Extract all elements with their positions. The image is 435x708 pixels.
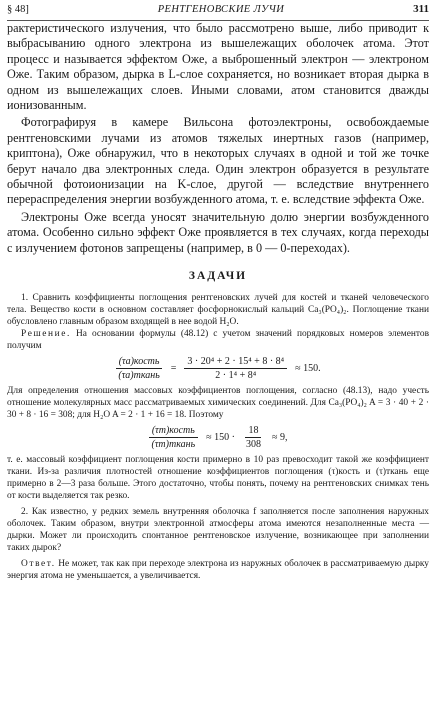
page-number: 311 — [413, 3, 429, 15]
ratio-tau-m — [149, 425, 199, 450]
problem-1-question: 1. Сравнить коэффициенты поглощения рентгеновских лучей для костей и тканей человеческого тела. Вещество кости в основном составляет фосфорнокислый кальций Ca₃(PO₄)₂. Поглощение ткани обусловлено главным образом входящей в нее водой H₂O. — [7, 293, 429, 328]
formula-2-mid: ≈ 150 · — [206, 432, 235, 444]
paragraph-wilson-chamber: Фотографируя в камере Вильсона фотоэлектроны, освобождаемые рентгеновскими лучами из атомов тяжелых инертных газов (например, криптона), Оже обнаружил, что в некоторых случаях в одной и той же точке берут начало два электронных следа. Один электрон образуется в результате обычной фотоионизации на K-слое, другой — вследствие внутреннего перераспределения энергии возбужденного атома, т. е. вследствие эффекта Оже. — [7, 115, 429, 207]
problem-1-conclusion: т. е. массовый коэффициент поглощения кости примерно в 10 раз превосходит такой же коэффициент ткани. Из-за различия плотностей отношение коэффициентов поглощения (τ)кость и (τ)ткань еще примерно в 2—3 раза больше. Этого достаточно, чтобы понять, почему на рентгеновских снимках тень от кости выделяется так резко. — [7, 455, 429, 502]
formula-2-result: ≈ 9, — [271, 432, 288, 444]
solution-text: На основании формулы (48.12) с учетом значений порядковых номеров элементов получим — [7, 329, 429, 352]
problem-2-answer — [7, 558, 429, 582]
ratio-m-denominator: (τm)ткань — [151, 439, 196, 451]
ratio-denominator: (τa)ткань — [118, 370, 160, 382]
ratio-m-numerator: (τm)кость — [149, 425, 198, 438]
mass-fraction — [243, 425, 264, 450]
formula-1-result: ≈ 150. — [295, 363, 321, 375]
paragraph-auger-energy: Электроны Оже всегда уносят значительную долю энергии возбужденного атома. Особенно сильно эффект Оже проявляется в тех случаях, когда переходы с излучением фотонов запрещены (например, в 0 — 0-переходах). — [7, 209, 429, 255]
problem-2-question: 2. Как известно, у редких земель внутренняя оболочка f заполняется после заполнения наружных оболочек. Таким образом, внутри электронной атмосферы атома имеются незаполненные места — дырки. Может ли происходить спонтанное рентгеновское излучение, возникающее при заполнении таких дырок? — [7, 507, 429, 554]
section-title: ЗАДАЧИ — [188, 270, 248, 283]
section-ref: § 48] — [7, 4, 29, 15]
paragraph-auger-effect: рактеристического излучения, что было рассмотрено выше, либо приводит к выбрасыванию одного электрона из вышележащих оболочек атома. Этот процесс и называется эффектом Оже, а выброшенный электрон — электроном Оже. Таким образом, дырка в L-слое сохраняется, но возникает вторая дырка в одном из вышележащих слоев. Иными словами, атом становится дважды ионизованным. — [7, 21, 429, 113]
mass-denominator: 308 — [245, 439, 261, 451]
z-numerator: 3 · 20⁴ + 2 · 15⁴ + 8 · 8⁴ — [184, 356, 287, 369]
formula-mass-ratio — [7, 425, 429, 450]
z-denominator: 2 · 1⁴ + 8⁴ — [215, 370, 257, 382]
running-title: РЕНТГЕНОВСКИЕ ЛУЧИ — [157, 4, 285, 15]
answer-label: Ответ. — [21, 559, 56, 570]
solution-label: Решение. — [21, 329, 71, 340]
book-page — [7, 3, 429, 582]
ratio-numerator: (τa)кость — [116, 356, 163, 369]
formula-48-12: $\frac{\text{(τa)кость}}{\text{(τa)ткань}}$ = $\frac{\text{3 · 20⁴ + 2 · 15⁴ + 8 · 8⁴}}{\text{2 · 1⁴ + 8⁴}}$ ≈ 150. — [7, 356, 429, 381]
z-fraction — [184, 356, 287, 381]
mass-numerator: 18 — [245, 425, 261, 438]
problem-1-solution — [7, 328, 429, 352]
answer-text: Не может, так как при переходе электрона из наружных оболочек в рассматриваемую дырку энергия атома не уменьшается, а увеличивается. — [7, 559, 429, 582]
mass-ratio-text: Для определения отношения массовых коэффициентов поглощения, согласно (48.13), надо учесть отношение молекулярных масс рассматриваемых химических соединений. Для Ca₃(PO₄)₂ A = 3 · 40 + 2 · 30 + 8 · 16 = 308; для H₂O A = 2 · 1 + 16 = 18. Поэтому — [7, 386, 429, 421]
ratio-tau-a — [115, 356, 162, 381]
running-header — [7, 3, 429, 21]
